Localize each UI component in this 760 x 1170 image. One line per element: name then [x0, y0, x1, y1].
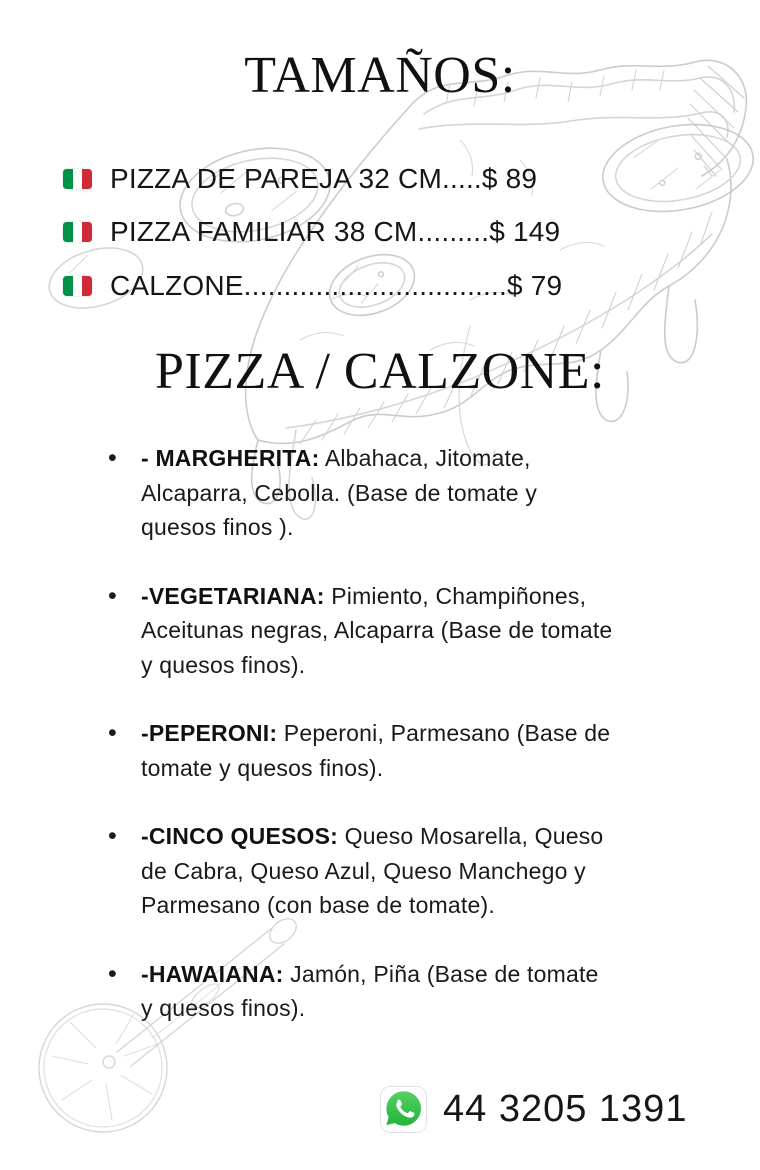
menu-item	[108, 957, 613, 1026]
menu-item-description: Pimiento, Champiñones, Aceitunas negras, Alcaparra (Base de tomate y quesos finos).	[141, 582, 613, 678]
menu-item-name: -HAWAIANA:	[141, 960, 284, 987]
whatsapp-contact	[380, 1086, 687, 1133]
menu-item-description: Queso Mosarella, Queso de Cabra, Queso Azul, Queso Manchego y Parmesano (con base de tomate).	[141, 823, 604, 918]
menu-item-name: - MARGHERITA:	[141, 445, 320, 471]
menu-item-description: Albahaca, Jitomate, Alcaparra, Cebolla. (Base de tomate y quesos finos ).	[141, 445, 538, 540]
pizza-menu-list	[108, 441, 613, 1060]
italy-flag-icon	[63, 276, 92, 296]
sizes-section-title: TAMAÑOS:	[244, 47, 516, 104]
italy-flag-icon	[63, 169, 92, 189]
menu-item-name: -CINCO QUESOS:	[141, 823, 339, 849]
menu-item	[108, 716, 613, 785]
menu-item-description: Jamón, Piña (Base de tomate y quesos finos).	[141, 960, 599, 1021]
size-row-text: PIZZA DE PAREJA 32 CM.....$ 89	[110, 162, 538, 194]
menu-item-name: -VEGETARIANA:	[141, 582, 325, 609]
phone-number: 44 3205 1391	[443, 1088, 688, 1130]
size-row-text: CALZONE.................................$ 79	[110, 269, 563, 301]
menu-item	[108, 819, 613, 923]
menu-item	[108, 441, 613, 545]
menu-item	[108, 579, 613, 683]
sizes-list	[63, 152, 703, 313]
size-row	[63, 152, 703, 206]
menu-item-description: Peperoni, Parmesano (Base de tomate y quesos finos).	[141, 720, 611, 781]
italy-flag-icon	[63, 222, 92, 242]
size-row	[63, 259, 703, 313]
menu-section-title: PIZZA / CALZONE:	[155, 343, 605, 400]
whatsapp-icon	[380, 1086, 427, 1133]
size-row-text: PIZZA FAMILIAR 38 CM.........$ 149	[110, 216, 561, 248]
menu-item-name: -PEPERONI:	[141, 720, 278, 746]
size-row	[63, 206, 703, 260]
